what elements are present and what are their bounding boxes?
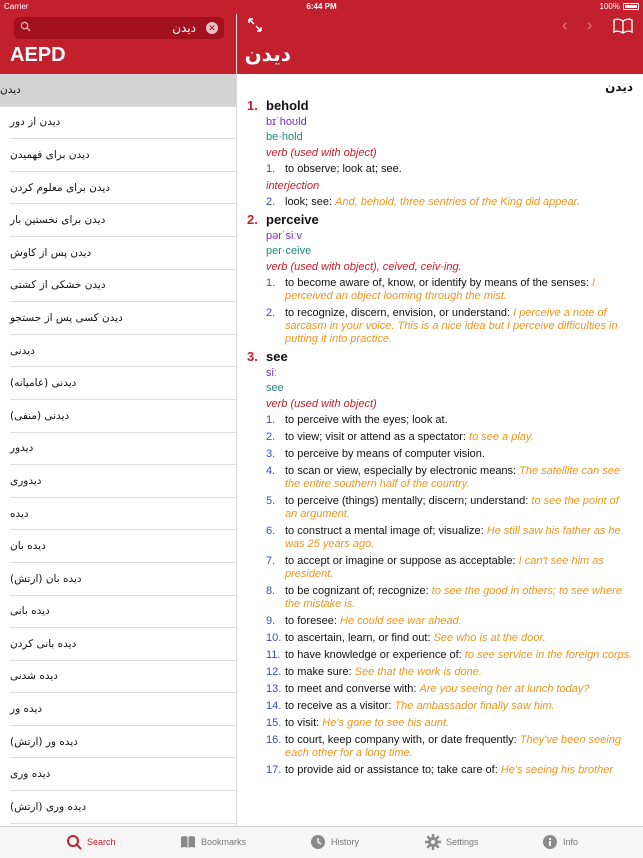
list-item[interactable]: ديده بان (ارتش) (10, 563, 236, 596)
entry-word: see (266, 349, 288, 364)
definition-row (247, 649, 633, 662)
clock: 6:44 PM (306, 2, 337, 11)
definition-number: 10. (266, 632, 282, 644)
definition-number: 1. (266, 414, 276, 426)
definition-text (285, 700, 633, 713)
syllabification: be·hold (266, 131, 303, 143)
definition-row (247, 448, 633, 461)
definition-text (285, 431, 633, 444)
definition-number: 4. (266, 465, 276, 477)
definition-text (285, 555, 633, 581)
definition-row (247, 683, 633, 696)
syllabification: per·ceive (266, 245, 312, 257)
definition-row (247, 666, 633, 679)
part-of-speech: verb (used with object), ceived, ceiv·ing. (266, 261, 462, 273)
tab-label: Search (87, 837, 116, 847)
list-item[interactable]: ديدورى (10, 465, 236, 498)
list-item[interactable]: ديده بان (10, 530, 236, 563)
status-bar (0, 0, 643, 14)
list-item[interactable]: ديده ور (ارتش) (10, 726, 236, 759)
example-sentence: The ambassador finally saw him. (394, 700, 555, 712)
battery-percent: 100% (599, 2, 620, 11)
search-bar[interactable] (14, 17, 224, 39)
definition-number: 12. (266, 666, 282, 678)
tab-label: History (331, 837, 360, 847)
definition-text (285, 495, 633, 521)
example-sentence: He could see war ahead. (340, 615, 462, 627)
definition-body: to construct a mental image of; visualize: (285, 525, 487, 537)
definition-text (285, 525, 633, 551)
definition-number: 5. (266, 495, 276, 507)
battery-icon (623, 3, 639, 10)
gear-icon (425, 834, 441, 850)
definition-number: 2. (266, 431, 276, 443)
entry-number: 3. (247, 349, 258, 364)
definition-text (285, 649, 633, 662)
list-item[interactable]: ديدن خشكى از كشتى (10, 270, 236, 303)
definition-number: 14. (266, 700, 282, 712)
definition-text (285, 764, 633, 777)
info-icon (542, 834, 558, 850)
example-sentence: See that the work is done. (354, 666, 482, 678)
definition-body: to ascertain, learn, or find out: (285, 632, 434, 644)
definition-number: 8. (266, 585, 276, 597)
entry-heading (247, 98, 633, 113)
tab-bookmarks[interactable] (180, 834, 246, 850)
definition-text (285, 277, 633, 303)
list-item[interactable]: ديدن براى فهميدن (10, 139, 236, 172)
entry-heading (247, 212, 633, 227)
definition-text (285, 307, 633, 346)
tab-info[interactable] (542, 834, 578, 850)
definition-body: to be cognizant of; recognize: (285, 585, 432, 597)
example-sentence: I perceive a note of sarcasm in your voice. This is a nice idea but I perceive difficulties in putting it into practice. (285, 307, 618, 345)
definition-body: to view; visit or attend as a spectator: (285, 431, 470, 443)
definition-number: 16. (266, 734, 282, 746)
definition-panel (237, 74, 643, 826)
definition-text (285, 196, 633, 209)
definition-text (285, 414, 633, 427)
expand-icon[interactable] (247, 17, 263, 33)
definition-number: 1. (266, 163, 276, 175)
definition-number: 3. (266, 448, 276, 460)
definition-row (247, 414, 633, 427)
search-input[interactable] (36, 17, 196, 39)
definition-number: 17. (266, 764, 282, 776)
entry-number: 1. (247, 98, 258, 113)
example-sentence: And, behold, three sentries of the King did appear. (335, 196, 580, 208)
detail-title: ديدن (244, 42, 291, 66)
definition-text (285, 683, 633, 696)
list-item[interactable]: ديدنى (10, 335, 236, 368)
list-item[interactable]: ديده ور (10, 693, 236, 726)
entry-word: behold (266, 98, 309, 113)
definition-row (247, 734, 633, 760)
definition-number: 9. (266, 615, 276, 627)
list-item[interactable]: ديده ورى (10, 758, 236, 791)
list-item[interactable]: ديدن پس از كاوش (10, 237, 236, 270)
definition-row (247, 615, 633, 628)
definition-row (247, 717, 633, 730)
search-icon (66, 834, 82, 850)
definition-body: to observe; look at; see. (285, 163, 402, 175)
tab-bar (0, 826, 643, 858)
definition-row (247, 495, 633, 521)
example-sentence: He still saw his father as he was 25 years ago. (285, 525, 621, 550)
detail-header (237, 14, 643, 74)
definition-row (247, 525, 633, 551)
list-item[interactable]: ديدور (10, 433, 236, 466)
pronunciation[interactable]: siː (266, 367, 277, 379)
tab-label: Info (563, 837, 579, 847)
definition-body: to accept or imagine or suppose as acceptable: (285, 555, 519, 567)
definition-body: to perceive (things) mentally; discern; understand: (285, 495, 532, 507)
syllabification: see (266, 382, 284, 394)
definition-body: to visit: (285, 717, 323, 729)
definition-number: 7. (266, 555, 276, 567)
definition-row (247, 585, 633, 611)
example-sentence: I perceived an object looming through the mist. (285, 277, 596, 302)
list-item[interactable]: ديده بانى كردن (10, 628, 236, 661)
definition-text (285, 734, 633, 760)
definition-body: to have knowledge or experience of: (285, 649, 465, 661)
back-chevron-icon[interactable]: ‹ (562, 17, 568, 34)
definition-body: look; see: (285, 196, 336, 208)
definition-text (285, 632, 633, 645)
example-sentence: to see the point of an argument. (285, 495, 619, 520)
entry-heading (247, 349, 633, 364)
list-item[interactable]: ديدنى (عاميانه) (10, 367, 236, 400)
list-item[interactable]: ديده ورى (ارتش) (10, 791, 236, 824)
definition-row (247, 196, 633, 209)
list-item[interactable]: ديده (10, 498, 236, 531)
sidebar-header (0, 14, 236, 74)
dictionary-book-icon[interactable] (613, 18, 633, 34)
definition-number: 2. (266, 307, 276, 319)
list-item[interactable]: ديدن براى نخستين بار (10, 204, 236, 237)
example-sentence: The satellite can see the entire southern half of the country. (285, 465, 621, 490)
entry-number: 2. (247, 212, 258, 227)
example-sentence: He's seeing his brother (500, 764, 614, 776)
definition-number: 1. (266, 277, 276, 289)
list-item[interactable]: ديدن براى معلوم كردن (10, 172, 236, 205)
example-sentence: See who is at the door. (433, 632, 546, 644)
definition-row (247, 632, 633, 645)
definition-text (285, 465, 633, 491)
definition-row (247, 465, 633, 491)
definition-row (247, 277, 633, 303)
definition-row (247, 163, 633, 176)
tab-history[interactable] (310, 834, 359, 850)
definition-body: to meet and converse with: (285, 683, 420, 695)
definition-body: to become aware of, know, or identify by means of the senses: (285, 277, 592, 289)
definition-row (247, 307, 633, 346)
list-item[interactable]: ديدنى (منفى) (10, 400, 236, 433)
tab-settings[interactable] (425, 834, 479, 850)
bookmarks-icon (180, 834, 196, 850)
definition-row (247, 555, 633, 581)
definition-number: 2. (266, 196, 276, 208)
headword: ديدن (605, 80, 633, 94)
definition-body: to perceive with the eyes; look at. (285, 414, 448, 426)
entry-word: perceive (266, 212, 319, 227)
example-sentence: They've been seeing each other for a long time. (285, 734, 621, 759)
definition-body: to provide aid or assistance to; take care of: (285, 764, 501, 776)
definition-body: to court, keep company with, or date frequently: (285, 734, 520, 746)
app-title: AEPD (10, 44, 66, 66)
forward-chevron-icon[interactable]: › (587, 17, 593, 34)
list-item[interactable]: ديدن (0, 74, 236, 107)
tab-label: Bookmarks (201, 837, 247, 847)
history-icon (310, 834, 326, 850)
definition-body: to foresee: (285, 615, 341, 627)
clear-search-icon[interactable]: ✕ (206, 22, 218, 34)
tab-search[interactable] (66, 834, 116, 850)
definition-text (285, 163, 633, 176)
definition-text (285, 717, 633, 730)
carrier-label: Carrier (4, 2, 29, 11)
definition-text (285, 448, 633, 461)
list-item[interactable]: ديدن از دور (10, 107, 236, 140)
example-sentence: I can't see him as president. (285, 555, 604, 580)
definition-body: to receive as a visitor: (285, 700, 395, 712)
search-icon (20, 21, 31, 32)
definition-number: 15. (266, 717, 282, 729)
definition-text (285, 615, 633, 628)
definition-body: to perceive by means of computer vision. (285, 448, 485, 460)
part-of-speech: verb (used with object) (266, 398, 377, 410)
example-sentence: to see service in the foreign corps. (464, 649, 633, 661)
definition-body: to recognize, discern, envision, or understand: (285, 307, 514, 319)
example-sentence: Are you seeing her at lunch today? (419, 683, 590, 695)
pronunciation[interactable]: bɪˈhoʊld (266, 116, 307, 128)
definition-body: to make sure: (285, 666, 355, 678)
example-sentence: to see a play. (469, 431, 534, 443)
definition-body: to scan or view, especially by electronic means: (285, 465, 520, 477)
definition-row (247, 700, 633, 713)
pronunciation[interactable]: pərˈsiːv (266, 230, 303, 242)
example-sentence: to see the good in others; to see where the mistake is. (285, 585, 622, 610)
list-item[interactable]: ديده شدنى (10, 661, 236, 694)
list-item[interactable]: ديدن كسى پس از جستجو (10, 302, 236, 335)
list-item[interactable]: ديده بانى (10, 596, 236, 629)
part-of-speech: verb (used with object) (266, 147, 377, 159)
definition-number: 13. (266, 683, 282, 695)
definition-row (247, 764, 633, 777)
example-sentence: He's gone to see his aunt. (322, 717, 450, 729)
definition-number: 11. (266, 649, 281, 661)
definition-text (285, 666, 633, 679)
definition-text (285, 585, 633, 611)
part-of-speech: interjection (266, 180, 320, 192)
definition-number: 6. (266, 525, 276, 537)
word-list[interactable] (0, 74, 236, 826)
tab-label: Settings (446, 837, 479, 847)
definition-row (247, 431, 633, 444)
